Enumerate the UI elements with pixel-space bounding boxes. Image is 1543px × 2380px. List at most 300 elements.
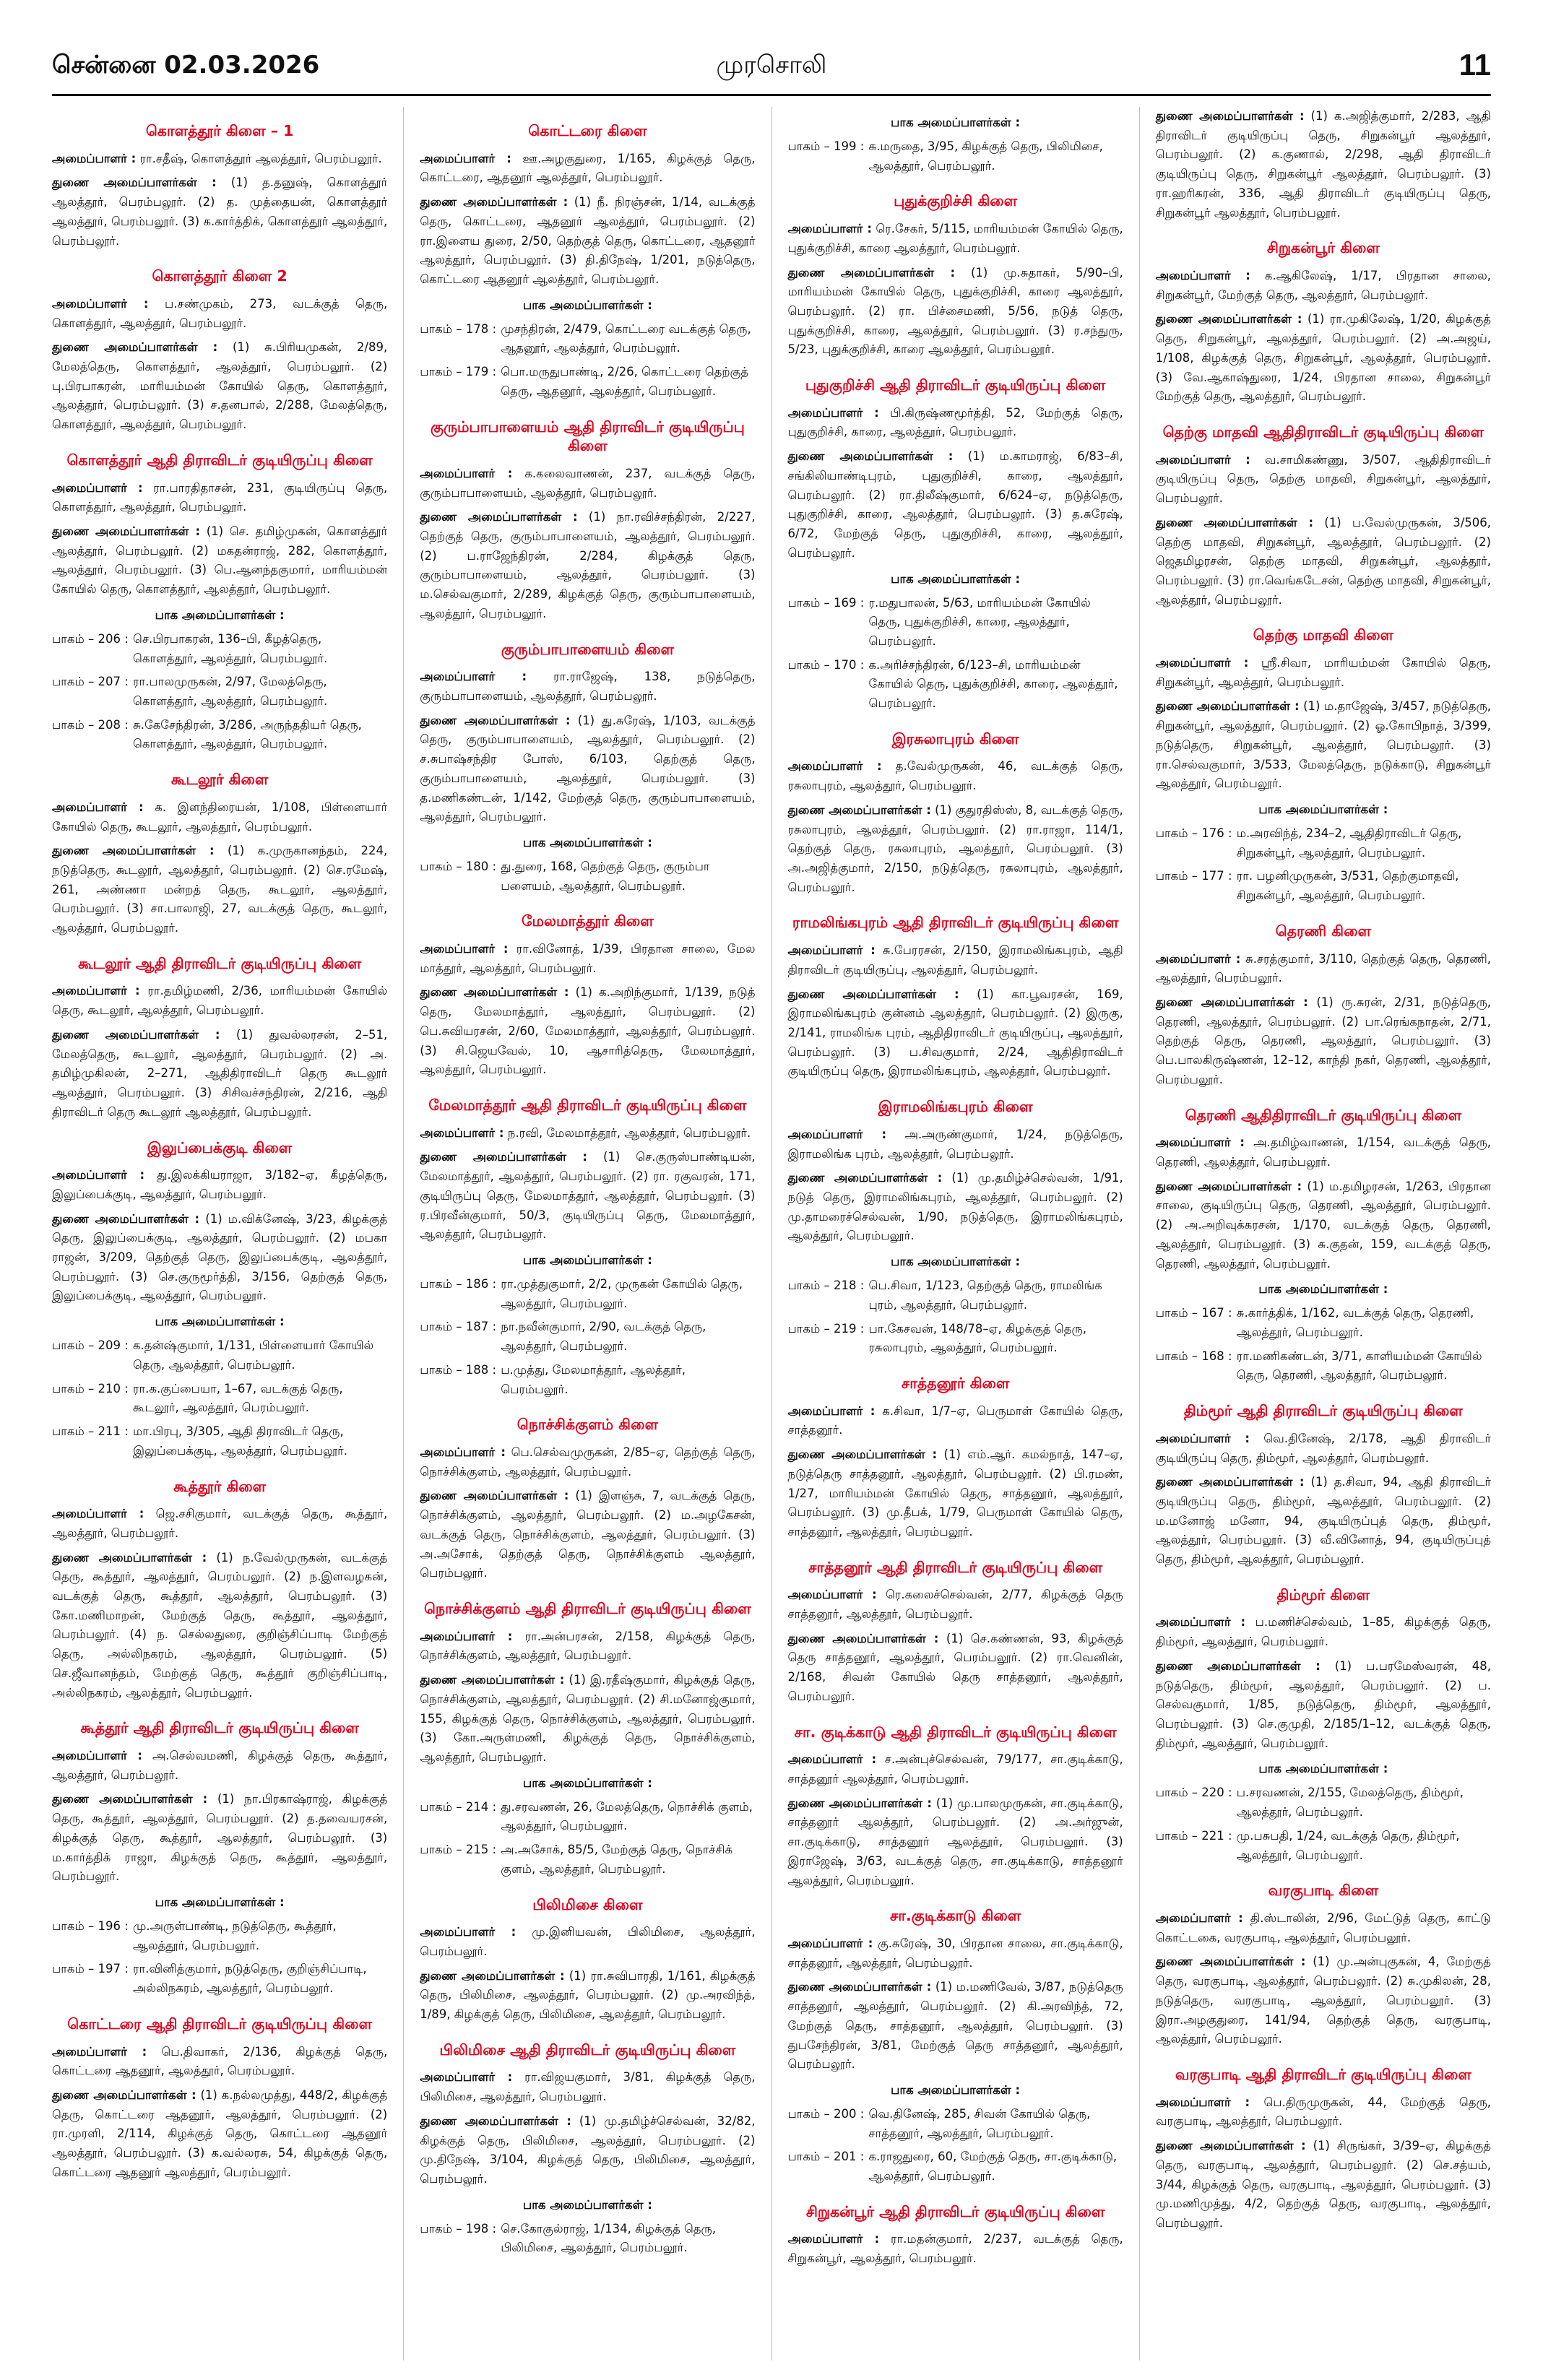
ward-row (420, 2220, 755, 2258)
role-label: அமைப்பாளர் : (1155, 951, 1241, 966)
branch-section (788, 1723, 1123, 1891)
ward-row (420, 857, 755, 896)
role-label: அமைப்பாளர் : (420, 1445, 506, 1459)
deputy-organizers-entry (1156, 1657, 1491, 1754)
ward-organizer: சு.கேசேந்திரன், 3/286, அருந்ததியர் தெரு, கொளத்தூர், ஆலத்தூர், பெரம்பலூர். (133, 717, 362, 751)
role-label: அமைப்பாளர் : (52, 1168, 145, 1182)
branch-section (788, 1906, 1123, 2186)
role-label: துணை அமைப்பாளர்கள் : (420, 510, 578, 524)
organizer-entry (52, 479, 387, 517)
ward-organizers-heading: பாக அமைப்பாளர்கள் : (522, 835, 652, 849)
role-value: (1) மு.பாலமுருகன், சா.குடிக்காடு, சாத்தனூர் ஆலத்தூர், பெரம்பலூர். (2) அ.அர்ஜுன், சா.குடிக்காடு, சாத்தனூர் ஆலத்தூர், பெரம்பலூர். (3) இராஜேஷ், 3/63, வடக்குத் தெரு, சா.குடிக்காடு, சாத்தனூர் ஆலத்தூர், பெரம்பலூர். (787, 1796, 1123, 1887)
ward-organizer: ரா.முத்துகுமார், 2/2, முருகன் கோயில் தெரு, ஆலத்தூர், பெரம்பலூர். (501, 1277, 743, 1310)
deputy-organizers-entry (1156, 1177, 1491, 1274)
role-value: (1) இ.ரதீஷ்குமார், கிழக்குத் தெரு, நொச்சிக்குளம், ஆலத்தூர், பெரம்பலூர். (2) சி.மனோஜ்குமார், 155, கிழக்குத் தெரு, நொச்சிக்குளம், ஆலத்தூர், பெரம்பலூர். (3) கோ.அருள்மணி, கிழக்குத் தெரு, நொச்சிக்குளம், ஆலத்தூர், பெரம்பலூர். (420, 1673, 756, 1764)
ward-organizers-heading: பாக அமைப்பாளர்கள் : (522, 298, 652, 312)
organizer-entry (1156, 1429, 1491, 1468)
role-label: துணை அமைப்பாளர்கள் : (52, 2087, 196, 2102)
ward-row (420, 320, 755, 358)
role-value: ரெ.கலைச்செல்வன், 2/77, கிழக்குத் தெரு சாத்தனூர், ஆலத்தூர், பெரம்பலூர். (787, 1588, 1123, 1622)
ward-organizer: சு.கார்த்திக், 1/162, வடக்குத் தெரு, தெரணி, ஆலத்தூர், பெரம்பலூர். (1236, 1306, 1474, 1339)
role-label: துணை அமைப்பாளர்கள் : (787, 802, 931, 817)
branch-section (1156, 107, 1491, 222)
organizer-entry (420, 464, 755, 503)
branch-section (788, 1374, 1123, 1542)
role-value: ஊ.அழகுதுரை, 1/165, கிழக்குத் தெரு, கொட்டரை, ஆதனூர் ஆலத்தூர், பெரம்பலூர். (420, 151, 756, 185)
masthead (52, 43, 1491, 96)
branch-section (420, 1895, 755, 2025)
deputy-organizers-entry (52, 1210, 387, 1307)
branch-section (52, 1138, 387, 1461)
role-value: ஜெ.சசிகுமார், வடக்குத் தெரு, கூத்தூர், ஆலத்தூர், பெரம்பலூர். (52, 1507, 388, 1540)
ward-number: பாகம் – 197 : (52, 1962, 129, 1976)
role-label: அமைப்பாளர் : (52, 1507, 144, 1521)
branch-section (788, 2202, 1123, 2269)
role-label: அமைப்பாளர் : (420, 942, 509, 956)
role-label: துணை அமைப்பாளர்கள் : (52, 844, 215, 858)
ward-organizers-heading: பாக அமைப்பாளர்கள் : (891, 2082, 1021, 2097)
ward-number: பாகம் – 206 : (52, 631, 129, 646)
ward-number: பாகம் – 177 : (1155, 869, 1232, 883)
role-value: (1) எம்.ஆர். கமல்நாத், 147–ஏ, நடுத்தெரு சாத்தனூர், ஆலத்தூர், பெரம்பலூர். (2) பி.ரமண், 1/27, மாரியம்மன் கோயில் தெரு, சாத்தனூர், ஆலத்தூர், பெரம்பலூர். (3) மு.தீபக், 1/79, பெருமாள் கோயில் தெரு, சாத்தனூர், ஆலத்தூர், பெரம்பலூர். (787, 1448, 1123, 1539)
ward-organizers-heading: பாக அமைப்பாளர்கள் : (891, 571, 1021, 586)
ward-organizer: சு.மருதை, 3/95, கிழக்குத் தெரு, பிலிமிசை, ஆலத்தூர், பெரம்பலூர். (868, 139, 1103, 173)
role-value: (1) மு.அன்புகுகன், 4, மேற்குத் தெரு, வரகுபாடி, ஆலத்தூர், பெரம்பலூர். (2) சு.முகிலன், 28, நடுத்தெரு, வரகுபாடி, ஆலத்தூர், பெரம்பலூர். (3) இரா.அழகுதுரை, 141/94, தெற்குத் தெரு, வரகுபாடி, ஆலத்தூர், பெரம்பலூர். (1155, 1955, 1491, 2046)
deputy-organizers-entry (788, 1445, 1123, 1542)
role-label: அமைப்பாளர் : (1155, 452, 1250, 467)
ward-row (420, 1275, 755, 1313)
branch-section (1156, 1585, 1491, 1866)
deputy-organizers-entry (1156, 514, 1491, 610)
ward-number: பாகம் – 167 : (1155, 1306, 1232, 1320)
ward-organizer: ர.மதுபாலன், 5/63, மாரியம்மன் கோயில் தெரு, புதுக்குறிச்சி, காரை, ஆலத்தூர், பெரம்பலூர். (868, 595, 1091, 648)
ward-row (52, 1422, 387, 1461)
role-label: அமைப்பாளர் : (787, 943, 876, 958)
organizer-entry (52, 798, 387, 836)
role-label: அமைப்பாளர் : (787, 1127, 887, 1141)
role-label: அமைப்பாளர் : (787, 1936, 873, 1950)
deputy-organizers-entry (1156, 1473, 1491, 1570)
ward-number: பாகம் – 186 : (420, 1277, 497, 1291)
role-label: அமைப்பாளர் : (420, 151, 511, 165)
branch-section (1156, 1401, 1491, 1570)
organizer-entry (788, 1402, 1123, 1440)
deputy-organizers-entry (788, 1794, 1123, 1891)
role-value: (1) ம.மணிவேல், 3/87, நடுத்தெரு சாத்தனூர், ஆலத்தூர், பெரம்பலூர். (2) கி.அரவிந்த், 72, மேற்குத் தெரு, சாத்தனூர், ஆலத்தூர், பெரம்பலூர். (3) துபசேந்திரன், 3/81, மேற்குத் தெரு சாத்தனூர், ஆலத்தூர், பெரம்பலூர். (787, 1980, 1123, 2072)
deputy-organizers-entry (788, 985, 1123, 1082)
ward-row (420, 1361, 755, 1399)
role-value: (1) ம.காமராஜ், 6/83–சி, சங்கிலியாண்டிபுரம், புதுகுறிச்சி, காரை, ஆலத்தூர், பெரம்பலூர். (2) ரா.திலீஷ்குமார், 6/624–ஏ, நடுத்தெரு, புதுகுறிச்சி, காரை, ஆலத்தூர், பெரம்பலூர். (3) த.சுரேஷ், 6/72, மேற்குத் தெரு, புதுகுறிச்சி, காரை, ஆலத்தூர், பெரம்பலூர். (787, 449, 1123, 560)
organizer-entry (52, 2043, 387, 2081)
role-label: துணை அமைப்பாளர்கள் : (52, 340, 218, 355)
role-label: அமைப்பாளர் : (1155, 1615, 1246, 1630)
organizer-entry (52, 1747, 387, 1785)
role-label: அமைப்பாளர் : (52, 151, 137, 165)
ward-number: பாகம் – 178 : (420, 321, 497, 336)
role-value: (1) செ.குருஸ்பாண்டியன், மேலமாத்தூர், ஆலத்தூர், பெரம்பலூர். (2) ரா. ரகுவரன், 171, குடியிருப்பு தெரு, மேலமாத்தூர், ஆலத்தூர், பெரம்பலூர். (3) ர.பிரவீன்குமார், 50/3, குடியிருப்பு தெரு, மேலமாத்தூர், ஆலத்தூர், பெரம்பலூர். (420, 1150, 756, 1242)
role-label: அமைப்பாளர் : (1155, 1431, 1250, 1445)
ward-row (1156, 1783, 1491, 1822)
branch-section (52, 2015, 387, 2183)
role-value: (1) குதுரதிஸ்ஸ், 8, வடக்குத் தெரு, ரசுலாபுரம், ஆலத்தூர், பெரம்பலூர். (2) ரா.ராஜா, 114/1, தெற்குத் தெரு, ரசுலாபுரம், ஆலத்தூர், பெரம்பலூர். (3) அ.அஜித்குமார், 2/150, நடுத்தெரு, ரசுலாபுரம், ஆலத்தூர், பெரம்பலூர். (787, 802, 1123, 894)
role-value: ப.சண்முகம், 273, வடக்குத் தெரு, கொளத்தூர், ஆலத்தூர், பெரம்பலூர். (52, 296, 388, 330)
ward-organizer: நா.நவீன்குமார், 2/90, வடக்குத் தெரு, ஆலத்தூர், பெரம்பலூர். (501, 1320, 706, 1354)
branch-title: இலுப்பைக்குடி கிளை (147, 1138, 293, 1156)
branch-title: புதுகுறிச்சி ஆதி திராவிடர் குடியிருப்பு கிளை (805, 376, 1106, 394)
ward-organizer: ப.முத்து, மேலமாத்தூர், ஆலத்தூர், பெரம்பலூர். (501, 1362, 686, 1396)
ward-row (1156, 867, 1491, 905)
ward-organizers-heading: பாக அமைப்பாளர்கள் : (522, 1775, 652, 1790)
ward-organizers-heading: பாக அமைப்பாளர்கள் : (155, 1895, 285, 1909)
ward-number: பாகம் – 196 : (52, 1919, 129, 1933)
role-label: துணை அமைப்பாளர்கள் : (420, 195, 569, 209)
deputy-organizers-entry (788, 801, 1123, 898)
ward-number: பாகம் – 210 : (52, 1381, 129, 1395)
ward-organizer: க.ராஜதுரை, 60, மேற்குத் தெரு, சா.குடிக்காடு, ஆலத்தூர், பெரம்பலூர். (868, 2150, 1118, 2184)
ward-row (788, 2147, 1123, 2186)
organizer-entry (52, 150, 387, 169)
branch-title: சாத்தனூர் கிளை (901, 1374, 1010, 1392)
branch-title: திம்மூர் ஆதி திராவிடர் குடியிருப்பு கிளை (1183, 1402, 1463, 1420)
role-label: துணை அமைப்பாளர்கள் : (787, 1171, 943, 1185)
branch-title: குரும்பாபாளையம் ஆதி திராவிடர் குடியிருப்பு கிளை (430, 417, 745, 455)
role-label: அமைப்பாளர் : (52, 984, 140, 998)
role-value: (1) இளஞ்சு, 7, வடக்குத் தெரு, நொச்சிக்குளம், ஆலத்தூர், பெரம்பலூர். (2) ம.அழகேசன், வடக்குத் தெரு, நொச்சிக்குளம், ஆலத்தூர், பெரம்பலூர். (3) அ.அசோக், தெற்குத் தெரு, நொச்சிக்குளம் ஆலத்தூர், பெரம்பலூர். (420, 1489, 756, 1580)
organizer-entry (788, 404, 1123, 442)
branch-title: கூடலூர் கிளை (170, 771, 269, 789)
ward-row (788, 137, 1123, 176)
branch-section (1156, 1106, 1491, 1386)
ward-row (52, 1380, 387, 1418)
branch-title: புதுக்குறிச்சி கிளை (894, 192, 1018, 210)
deputy-organizers-entry (52, 1790, 387, 1887)
role-label: துணை அமைப்பாளர்கள் : (1155, 312, 1302, 326)
branch-section (420, 1599, 755, 1879)
role-label: துணை அமைப்பாளர்கள் : (420, 713, 571, 727)
role-label: அமைப்பாளர் : (787, 1403, 876, 1418)
branch-section (420, 417, 755, 624)
role-value: (1) த.தனுஷ், கொளத்தூர் ஆலத்தூர், பெரம்பலூர். (2) த. முத்தையன், கொளத்தூர் ஆலத்தூர், பெரம்பலூர். (3) க.கார்த்திக், கொளத்தூர் ஆலத்தூர், பெரம்பலூர். (52, 176, 388, 248)
branch-section (420, 640, 755, 896)
organizer-entry (788, 1585, 1123, 1624)
ward-row (1156, 1347, 1491, 1385)
role-label: துணை அமைப்பாளர்கள் : (1155, 1179, 1302, 1193)
branch-title: கூத்தூர் ஆதி திராவிடர் குடியிருப்பு கிளை (80, 1719, 359, 1737)
role-value: ரா.விஜயகுமார், 3/81, கிழக்குத் தெரு, பிலிமிசை, ஆலத்தூர், பெரம்பலூர். (420, 2070, 756, 2104)
role-label: அமைப்பாளர் : (420, 2070, 513, 2085)
role-label: துணை அமைப்பாளர்கள் : (1155, 2139, 1306, 2153)
branch-section (788, 730, 1123, 898)
role-label: துணை அமைப்பாளர்கள் : (787, 1448, 938, 1462)
branch-section (52, 1718, 387, 1999)
role-value: (1) க.அறிந்குமார், 1/139, நடுத் தெரு, மேலமாத்தூர், ஆலத்தூர், பெரம்பலூர். (2) பெ.சுவியரசன், 2/60, மேலமாத்தூர், ஆலத்தூர், பெரம்பலூர். (3) சி.ஜெயவேல், 10, ஆசாரித்தெரு, மேலமாத்தூர், ஆலத்தூர், பெரம்பலூர். (420, 985, 756, 1077)
role-label: துணை அமைப்பாளர்கள் : (420, 1489, 569, 1503)
role-label: துணை அமைப்பாளர்கள் : (1155, 1955, 1306, 1969)
role-label: துணை அமைப்பாளர்கள் : (1155, 109, 1305, 123)
role-value: (1) க.முருகானந்தம், 224, நடுத்தெரு, கூடலூர், ஆலத்தூர், பெரம்பலூர். (2) செ.ரமேஷ், 261, அண்ணா மன்றத் தெரு, கூடலூர், ஆலத்தூர், பெரம்பலூர். (3) சா.பாலாஜி, 27, வடக்குத் தெரு, கூடலூர், ஆலத்தூர், பெரம்பலூர். (52, 844, 388, 935)
organizer-entry (52, 1505, 387, 1543)
ward-organizer: து.சரவணன், 26, மேலத்தெரு, நொச்சிக் குளம், ஆலத்தூர், பெரம்பலூர். (501, 1799, 753, 1833)
deputy-organizers-entry (52, 1549, 387, 1703)
role-value: த.வேல்முருகன், 46, வடக்குத் தெரு, ரசுலாபுரம், ஆலத்தூர், பெரம்பலூர். (787, 759, 1123, 793)
role-value: (1) ம.தாஜேஷ், 3/457, நடுத்தெரு, சிறுகன்பூர், ஆலத்தூர், பெரம்பலூர். (2) ஓ.கோபிநாத், 3/399, நடுத்தெரு, சிறுகன்பூர், ஆலத்தூர், பெரம்பலூர். (3) ரா.செல்வகுமார், 3/533, மேலத்தெரு, நடுக்காடு, சிறுகன்பூர் ஆலத்தூர், பெரம்பலூர். (1155, 699, 1491, 791)
branch-title: சா.குடிக்காடு கிளை (889, 1907, 1021, 1925)
branch-section (420, 2041, 755, 2258)
deputy-organizers-entry (788, 1169, 1123, 1246)
branch-section (1156, 423, 1491, 610)
branch-title: பிலிமிசை கிளை (532, 1895, 643, 1913)
ward-organizer: ரா.பாலமுருகன், 2/97, மேலத்தெரு, கொளத்தூர், ஆலத்தூர், பெரம்பலூர். (133, 675, 328, 709)
role-value: (1) சிருங்கர், 3/39–ஏ, கிழக்குத் தெரு, வரகுபாடி, ஆலத்தூர், பெரம்பலூர். (2) செ.சத்யம், 3/44, கிழக்குத் தெரு, வரகுபாடி, ஆலத்தூர், பெரம்பலூர். (3) மு.மணிமுத்து, 4/2, தெற்குத் தெரு, வரகுபாடி, ஆலத்தூர், பெரம்பலூர். (1155, 2139, 1491, 2230)
role-label: அமைப்பாளர் : (52, 1748, 142, 1762)
branch-title: இரசுலாபுரம் கிளை (891, 730, 1019, 748)
role-value: சு.சரத்குமார், 3/110, தெற்குத் தெரு, தெரணி, ஆலத்தூர், பெரம்பலூர். (1155, 951, 1491, 985)
role-value: க. இளந்திரையன், 1/108, பிள்ளையார் கோயில் தெரு, கூடலூர், ஆலத்தூர், பெரம்பலூர். (52, 800, 388, 834)
role-label: துணை அமைப்பாளர்கள் : (52, 1211, 200, 1226)
organizer-entry (1156, 451, 1491, 509)
ward-number: பாகம் – 176 : (1155, 826, 1232, 841)
role-value: தி.ஸ்டாலின், 2/96, மேட்டுத் தெரு, காட்டு கொட்டகை, வரகுபாடி, ஆலத்தூர், பெரம்பலூர். (1155, 1911, 1491, 1944)
ward-row (788, 594, 1123, 652)
deputy-organizers-entry (420, 1671, 755, 1767)
role-value: (1) துவல்லரசன், 2–51, மேலத்தெரு, கூடலூர், ஆலத்தூர், பெரம்பலூர். (2) அ. தமிழ்முகிலன், 2–271, ஆதிதிராவிடர் தெரு கூடலூர் ஆலத்தூர், பெரம்பலூர். (3) சிசிவச்சந்திரன், 2/216, ஆதி திராவிடர் தெரு கூடலூர் ஆலத்தூர், பெரம்பலூர். (52, 1027, 388, 1119)
ward-organizers-heading: பாக அமைப்பாளர்கள் : (891, 116, 1021, 129)
ward-organizer: து.துரை, 168, தெற்குத் தெரு, குரும்பா பளையம், ஆலத்தூர், பெரம்பலூர். (501, 859, 710, 893)
deputy-organizers-entry (52, 2086, 387, 2183)
ward-number: பாகம் – 221 : (1155, 1828, 1232, 1843)
role-label: அமைப்பாளர் : (1155, 2095, 1250, 2109)
branch-title: சா. குடிக்காடு ஆதி திராவிடர் குடியிருப்பு கிளை (794, 1723, 1117, 1741)
ward-organizer: பொ.மருதுபாண்டி, 2/26, கொட்டரை தெற்குத் தெரு, ஆதனூர், ஆலத்தூர், பெரம்பலூர். (501, 365, 748, 398)
branch-title: நொச்சிக்குளம் கிளை (517, 1416, 658, 1434)
ward-row (52, 1960, 387, 1998)
role-value: வ.சாமிகண்ணு, 3/507, ஆதிதிராவிடர் குடியிருப்பு தெரு, தெற்கு மாதவி, சிறுகன்பூர், ஆலத்தூர், பெரம்பலூர். (1155, 452, 1491, 506)
ward-organizer: ப.சரவணன், 2/155, மேலத்தெரு, திம்மூர், ஆலத்தூர், பெரம்பலூர். (1236, 1786, 1464, 1819)
organizer-entry (788, 1750, 1123, 1788)
ward-row (52, 1917, 387, 1955)
deputy-organizers-entry (788, 447, 1123, 563)
branch-section (788, 1558, 1123, 1707)
deputy-organizers-entry (1156, 1952, 1491, 2049)
role-label: அமைப்பாளர் : (420, 466, 513, 480)
article-columns (52, 107, 1491, 2360)
branch-section (420, 912, 755, 1080)
ward-row (788, 1276, 1123, 1315)
ward-organizer: மா.பிரபு, 3/305, ஆதி திராவிடர் தெரு, இலுப்பைக்குடி, ஆலத்தூர், பெரம்பலூர். (133, 1424, 348, 1458)
role-label: அமைப்பாளர் : (420, 1925, 517, 1939)
ward-number: பாகம் – 179 : (420, 365, 497, 379)
role-value: (1) மு.சுதாகர், 5/90–பி, மாரியம்மன் கோயில் தெரு, புதுக்குறிச்சி, காரை ஆலத்தூர், பெரம்பலூர். (2) ரா. பிச்சைமணி, 5/56, நடுத் தெரு, புதுக்குறிச்சி, காரை, ஆலத்தூர், பெரம்பலூர். (3) ர.சந்துரு, 5/23, புதுக்குறிச்சி, காரை ஆலத்தூர், பெரம்பலூர். (787, 265, 1123, 357)
branch-title: கொளத்தூர் கிளை 2 (152, 267, 288, 285)
branch-title: கூத்தூர் கிளை (173, 1477, 267, 1495)
organizer-entry (1156, 1909, 1491, 1947)
role-value: து.இலக்கியராஜா, 3/182–ஏ, கீழத்தெரு, இலுப்பைக்குடி, ஆலத்தூர், பெரம்பலூர். (52, 1168, 388, 1201)
deputy-organizers-entry (788, 1978, 1123, 2074)
ward-organizers-heading: பாக அமைப்பாளர்கள் : (155, 607, 285, 622)
ward-organizer: ரா. பழனிமுருகன், 3/531, தெற்குமாதவி, சிறுகன்பூர், ஆலத்தூர், பெரம்பலூர். (1236, 869, 1459, 903)
page-number: 11 (1458, 48, 1491, 82)
role-label: துணை அமைப்பாளர்கள் : (420, 1150, 588, 1164)
ward-organizers-heading: பாக அமைப்பாளர்கள் : (155, 1315, 285, 1329)
branch-section (788, 116, 1123, 176)
role-label: துணை அமைப்பாளர்கள் : (787, 265, 956, 280)
organizer-entry (1156, 2093, 1491, 2132)
organizer-entry (52, 1166, 387, 1204)
role-value: (1) நா.ரவிச்சந்திரன், 2/227, தெற்குத் தெரு, குரும்பாபாளையம், ஆலத்தூர், பெரம்பலூர். (2) ப.ராஜேந்திரன், 2/284, கிழக்குத் தெரு, குரும்பாபாளையம், ஆலத்தூர், பெரம்பலூர். (3) ம.செல்வகுமார், 2/289, கிழக்குத் தெரு, குரும்பாபாளையம், ஆலத்தூர், பெரம்பலூர். (420, 510, 756, 620)
deputy-organizers-entry (1156, 107, 1491, 222)
role-label: துணை அமைப்பாளர்கள் : (787, 449, 954, 464)
branch-title: சாத்தனூர் ஆதி திராவிடர் குடியிருப்பு கிளை (808, 1558, 1103, 1576)
role-label: அமைப்பாளர் : (52, 800, 144, 814)
ward-number: பாகம் – 199 : (787, 139, 865, 153)
role-value: (1) ம.தமிழரசன், 1/263, பிரதான சாலை, குடியிருப்பு தெரு, தெரணி, ஆலத்தூர், பெரம்பலூர். (2) அ.அறிவுக்கரசன், 1/170, வடக்குத் தெரு, தெரணி, ஆலத்தூர், பெரம்பலூர். (3) சு.குதன், 159, வடக்குத் தெரு, தெரணி, ஆலத்தூர், பெரம்பலூர். (1155, 1179, 1491, 1271)
ward-row (788, 1320, 1123, 1358)
branch-title: தெரணி கிளை (1275, 922, 1371, 940)
ward-number: பாகம் – 214 : (420, 1799, 497, 1814)
branch-title: தெற்கு மாதவி கிளை (1253, 626, 1393, 644)
branch-section (1156, 922, 1491, 1090)
role-value: (1) ம.விக்னேஷ், 3/23, கிழக்குத் தெரு, இலுப்பைக்குடி, ஆலத்தூர், பெரம்பலூர். (2) மபகா ராஜன், 3/209, தெற்குத் தெரு, இலுப்பைக்குடி, ஆலத்தூர், பெரம்பலூர். (3) செ.குருமூர்த்தி, 3/156, தெற்குத் தெரு, இலுப்பைக்குடி, ஆலத்தூர், பெரம்பலூர். (52, 1211, 388, 1303)
ward-organizer: வெ.தினேஷ், 285, சிவன் கோயில் தெரு, சாத்தனூர், ஆலத்தூர், பெரம்பலூர். (868, 2106, 1091, 2140)
role-label: துணை அமைப்பாளர்கள் : (420, 1673, 565, 1687)
ward-number: பாகம் – 200 : (787, 2106, 865, 2121)
ward-organizer: க.அரிச்சந்திரன், 6/123–சி, மாரியம்மன் கோயில் தெரு, புதுக்குறிச்சி, காரை, ஆலத்தூர், பெரம்பலூர். (868, 657, 1118, 711)
newspaper-name: முரசொலி (716, 51, 827, 79)
ward-organizer: ரா.க.குப்பையா, 1–67, வடக்குத் தெரு, கூடலூர், ஆலத்தூர், பெரம்பலூர். (133, 1381, 343, 1415)
role-label: அமைப்பாளர் : (787, 759, 882, 774)
branch-title: ராமலிங்கபுரம் ஆதி திராவிடர் குடியிருப்பு கிளை (792, 914, 1119, 932)
ward-row (1156, 1827, 1491, 1865)
role-value: ரா.மதன்குமார், 2/237, வடக்குத் தெரு, சிறுகன்பூர், ஆலத்தூர், பெரம்பலூர். (787, 2232, 1123, 2266)
role-value: ரா.பாரதிதாசன், 231, குடியிருப்பு தெரு, கொளத்தூர், ஆலத்தூர், பெரம்பலூர். (52, 480, 388, 514)
branch-section (1156, 1881, 1491, 2049)
ward-number: பாகம் – 169 : (787, 595, 865, 610)
role-value: அ.அருண்குமார், 1/24, நடுத்தெரு, இராமலிங்க புரம், ஆலத்தூர், பெரம்பலூர். (787, 1127, 1123, 1161)
organizer-entry (420, 1124, 755, 1143)
organizer-entry (788, 757, 1123, 795)
ward-organizers-heading: பாக அமைப்பாளர்கள் : (1258, 1762, 1388, 1776)
role-value: (1) செ.கண்ணன், 93, கிழக்குத் தெரு சாத்தனூர், ஆலத்தூர், பெரம்பலூர். (2) ரா.வெனின், 2/168, சிவன் கோயில் தெரு சாத்தனூர், ஆலத்தூர், பெரம்பலூர். (787, 1631, 1123, 1703)
column (1139, 107, 1491, 2360)
branch-section (788, 1097, 1123, 1358)
deputy-organizers-entry (420, 711, 755, 827)
organizer-entry (420, 1443, 755, 1481)
branch-title: நொச்சிக்குளம் ஆதி திராவிடர் குடியிருப்பு கிளை (423, 1600, 751, 1618)
ward-organizer: அ.அசோக், 85/5, மேற்குத் தெரு, நொச்சிக் குளம், ஆலத்தூர், பெரம்பலூர். (501, 1843, 733, 1876)
role-value: (1) மு.தமிழ்ச்செல்வன், 32/82, கிழக்குத் தெரு, பிலிமிசை, ஆலத்தூர், பெரம்பலூர். (2) மு.திநேஷ், 3/104, கிழக்குத் தெரு, பிலிமிசை, ஆலத்தூர், பெரம்பலூர். (420, 2113, 756, 2186)
ward-organizer: பெ.சிவா, 1/123, தெற்குத் தெரு, ராமலிங்க புரம், ஆலத்தூர், பெரம்பலூர். (868, 1278, 1102, 1312)
role-value: பெ.திருமுருகன், 44, மேற்குத் தெரு, வரகுபாடி, ஆலத்தூர், பெரம்பலூர். (1155, 2095, 1491, 2129)
organizer-entry (788, 1125, 1123, 1164)
branch-section (1156, 626, 1491, 906)
ward-row (52, 672, 387, 711)
organizer-entry (1156, 1133, 1491, 1172)
organizer-entry (420, 667, 755, 706)
role-label: அமைப்பாளர் : (420, 1125, 504, 1140)
role-value: ச.அன்புச்செல்வன், 79/177, சா.குடிக்காடு, சாத்தனூர் ஆலத்தூர், பெரம்பலூர். (787, 1752, 1123, 1786)
organizer-entry (420, 2068, 755, 2106)
role-value: ரா.ராஜேஷ், 138, நடுத்தெரு, குரும்பாபாளையம், ஆலத்தூர், பெரம்பலூர். (420, 670, 756, 703)
branch-title: கொட்டரை ஆதி திராவிடர் குடியிருப்பு கிளை (67, 2015, 373, 2033)
deputy-organizers-entry (420, 983, 755, 1080)
ward-row (1156, 824, 1491, 862)
role-label: துணை அமைப்பாளர்கள் : (52, 176, 217, 190)
organizer-entry (788, 1934, 1123, 1973)
role-value: (1) து.சுரேஷ், 1/103, வடக்குத் தெரு, குரும்பாபாளையம், ஆலத்தூர், பெரம்பலூர். (2) ச.சுபாஷ்சந்திர போஸ், 6/103, தெற்குத் தெரு, குரும்பாபாளையம், ஆலத்தூர், பெரம்பலூர். (3) த.மணிகண்டன், 1/142, மேற்குத் தெரு, குரும்பாபாளையம், ஆலத்தூர், பெரம்பலூர். (420, 713, 756, 824)
role-label: அமைப்பாளர் : (420, 1629, 513, 1643)
role-label: அமைப்பாளர் : (52, 296, 149, 311)
organizer-entry (52, 982, 387, 1020)
role-label: அமைப்பாளர் : (787, 1588, 877, 1602)
role-label: துணை அமைப்பாளர்கள் : (787, 1980, 932, 1994)
ward-organizers-heading: பாக அமைப்பாளர்கள் : (522, 2197, 652, 2212)
branch-title: குரும்பாபாளையம் கிளை (501, 640, 675, 658)
role-label: துணை அமைப்பாளர்கள் : (52, 1027, 220, 1042)
role-label: துணை அமைப்பாளர்கள் : (1155, 699, 1300, 714)
role-value: பெ.செல்வமுருகன், 2/85–ஏ, தெற்குத் தெரு, நொச்சிக்குளம், ஆலத்தூர், பெரம்பலூர். (420, 1445, 756, 1479)
deputy-organizers-entry (52, 522, 387, 600)
role-label: அமைப்பாளர் : (1155, 1135, 1245, 1150)
role-value: (1) க.அஜித்குமார், 2/283, ஆதி திராவிடர் குடியிருப்பு தெரு, சிறுகன்பூர் ஆலத்தூர், பெரம்பலூர். (2) க.குணால், 2/298, ஆதி திராவிடர் குடியிருப்பு தெரு, சிறுகன்பூர் ஆலத்தூர், பெரம்பலூர். (3) ரா.ஹரிகரன், 336, ஆதி திராவிடர் குடியிருப்பு தெரு, சிறுகன்பூர் ஆலத்தூர், பெரம்பலூர். (1155, 109, 1491, 220)
deputy-organizers-entry (52, 1026, 387, 1122)
role-label: அமைப்பாளர் : (787, 405, 879, 420)
organizer-entry (788, 941, 1123, 979)
ward-organizers-heading: பாக அமைப்பாளர்கள் : (522, 1253, 652, 1268)
role-value: அ.தமிழ்வாணன், 1/154, வடக்குத் தெரு, தெரணி, ஆலத்தூர், பெரம்பலூர். (1155, 1135, 1491, 1169)
deputy-organizers-entry (788, 264, 1123, 360)
deputy-organizers-entry (1156, 697, 1491, 794)
deputy-organizers-entry (1156, 310, 1491, 407)
role-value: (1) நா.பிரகாஷ்ராஜ், கிழக்குத் தெரு, கூத்தூர், ஆலத்தூர், பெரம்பலூர். (2) த.தவையரசன், கிழக்குத் தெரு, கூத்தூர், ஆலத்தூர், பெரம்பலூர். (3) ம.கார்த்திக் ராஜா, கிழக்குத் தெரு, கூத்தூர், ஆலத்தூர், பெரம்பலூர். (52, 1792, 388, 1884)
ward-number: பாகம் – 188 : (420, 1362, 497, 1377)
role-label: அமைப்பாளர் : (1155, 1911, 1243, 1925)
deputy-organizers-entry (420, 1487, 755, 1583)
role-value: (1) ந.வேல்முருகன், வடக்குத் தெரு, கூத்தூர், ஆலத்தூர், பெரம்பலூர். (2) ந.இளவழகன், வடக்குத் தெரு, கூத்தூர், ஆலத்தூர், பெரம்பலூர். (3) கோ.மணிமாறன், மேற்குத் தெரு, கூத்தூர், ஆலத்தூர், பெரம்பலூர். (4) ந. செல்லதுரை, குறிஞ்சிப்பாடி மேற்குத் தெரு, அல்லிநகரம், ஆலத்தூர், பெரம்பலூர். (5) செ.ஜீவானந்தம், மேற்குத் தெரு, கூத்தூர் குறிஞ்சிப்பாடி, அல்லிநகரம், ஆலத்தூர், பெரம்பலூர். (52, 1550, 388, 1700)
ward-number: பாகம் – 215 : (420, 1843, 497, 1857)
organizer-entry (788, 220, 1123, 258)
ward-organizer: ம.அரவிந்த், 234–2, ஆதிதிராவிடர் தெரு, சிறுகன்பூர், ஆலத்தூர், பெரம்பலூர். (1236, 826, 1462, 860)
ward-organizer: மு.பசுபதி, 1/24, வடக்குத் தெரு, திம்மூர், ஆலத்தூர், பெரம்பலூர். (1236, 1828, 1460, 1862)
role-label: துணை அமைப்பாளர்கள் : (52, 1550, 207, 1565)
branch-section (420, 1415, 755, 1583)
ward-organizer: ரா.மணிகண்டன், 3/71, காளியம்மன் கோயில் தெரு, தெரணி, ஆலத்தூர், பெரம்பலூர். (1236, 1349, 1482, 1382)
ward-number: பாகம் – 187 : (420, 1320, 497, 1334)
branch-title: கூடலூர் ஆதி திராவிடர் குடியிருப்பு கிளை (78, 954, 362, 972)
role-label: துணை அமைப்பாளர்கள் : (1155, 995, 1308, 1009)
ward-number: பாகம் – 207 : (52, 675, 129, 689)
role-value: ரா.அன்பரசன், 2/158, கிழக்குத் தெரு, நொச்சிக்குளம், ஆலத்தூர், பெரம்பலூர். (420, 1629, 756, 1663)
deputy-organizers-entry (420, 193, 755, 290)
branch-title: வரகுபாடி கிளை (1268, 1882, 1379, 1900)
organizer-entry (1156, 654, 1491, 692)
branch-title: கொளத்தூர் ஆதி திராவிடர் குடியிருப்பு கிளை (66, 451, 373, 469)
ward-number: பாகம் – 220 : (1155, 1786, 1232, 1800)
column (403, 107, 755, 2360)
dateline: சென்னை 02.03.2026 (52, 51, 320, 79)
branch-title: கொளத்தூர் கிளை – 1 (145, 122, 294, 139)
deputy-organizers-entry (52, 173, 387, 251)
ward-organizer: செ.பிரபாகரன், 136–பி, கீழத்தெரு, கொளத்தூர், ஆலத்தூர், பெரம்பலூர். (133, 631, 328, 665)
role-label: அமைப்பாளர் : (787, 222, 872, 236)
deputy-organizers-entry (420, 1148, 755, 1245)
branch-section (788, 376, 1123, 714)
ward-number: பாகம் – 198 : (420, 2221, 497, 2236)
organizer-entry (420, 150, 755, 188)
column (772, 107, 1123, 2360)
ward-number: பாகம் – 168 : (1155, 1349, 1232, 1363)
deputy-organizers-entry (788, 1630, 1123, 1707)
organizer-entry (1156, 1613, 1491, 1651)
